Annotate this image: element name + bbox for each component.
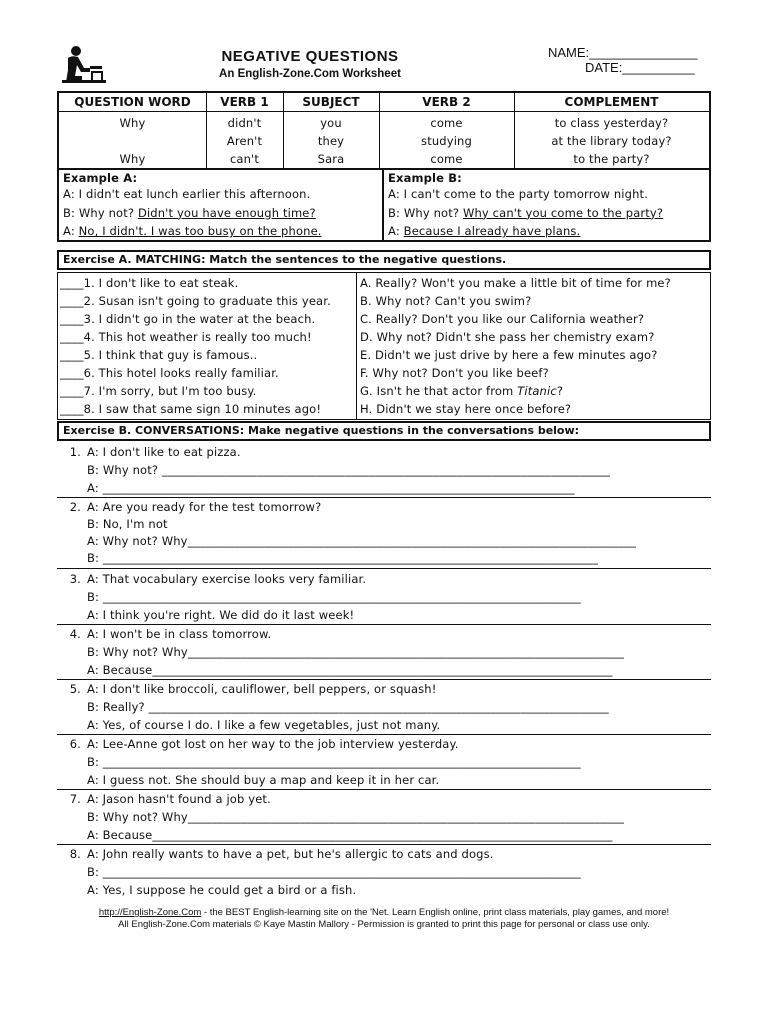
table-cell: Aren't [226, 134, 263, 148]
matching-question: G. Isn't he that actor from Titanic? [360, 384, 564, 398]
question-word-cells [59, 114, 206, 168]
matching-sentence[interactable]: ____7. I'm sorry, but I'm too busy. [60, 384, 257, 398]
table-cell: didn't [227, 116, 262, 130]
col-question-word: QUESTION WORD [74, 95, 191, 109]
site-link[interactable]: http://English-Zone.Com [98, 907, 202, 918]
table-cell: to class yesterday? [554, 116, 669, 130]
exercise-b-title: Exercise B. CONVERSATIONS: Make negative questions in the conversations below: [63, 424, 580, 437]
col-verb-2: VERB 2 [422, 95, 471, 109]
answer-line[interactable]: B: _________________________________________________________________________________ [87, 865, 581, 879]
table-cell: they [317, 134, 345, 148]
name-field[interactable] [548, 45, 698, 60]
col-subject: SUBJECT [302, 95, 360, 109]
conversation-item: 2. A: Are you ready for the test tomorrow? B: No, I'm not A: Why not? Why____________________________________________________________________________ B: ____________________________________________________________________________________ [57, 497, 711, 569]
verb-1-cells [206, 114, 283, 168]
verb-2-cells [379, 114, 514, 168]
movie-title: Titanic [517, 384, 557, 398]
matching-sentence[interactable]: ____6. This hotel looks really familiar. [60, 366, 279, 380]
matching-sentence[interactable]: ____4. This hot weather is really too much! [60, 330, 312, 344]
example-a-line-1: A: I didn't eat lunch earlier this afternoon. [63, 187, 311, 201]
answer-line[interactable]: B: Why not? Why__________________________________________________________________________ [87, 810, 625, 824]
table-cell: you [320, 116, 342, 130]
conversation-item: 4. A: I won't be in class tomorrow. B: Why not? Why__________________________________________________________________________ A: Because______________________________________________________________________________ [57, 624, 711, 680]
example-b [388, 171, 663, 241]
answer-line[interactable]: A: Because______________________________________________________________________________ [87, 828, 613, 842]
matching-sentences [60, 274, 331, 418]
matching-question: A. Really? Won't you make a little bit of time for me? [360, 276, 671, 290]
example-a-answer-1: Didn't you have enough time? [137, 205, 316, 220]
col-complement: COMPLEMENT [564, 95, 659, 109]
matching-sentence[interactable]: ____1. I don't like to eat steak. [60, 276, 239, 290]
example-b-line-2: B: Why not? Why can't you come to the party? [388, 205, 664, 220]
table-cell: come [430, 152, 463, 166]
example-b-title: Example B: [388, 171, 462, 185]
answer-line[interactable]: A: ________________________________________________________________________________ [87, 481, 575, 495]
conversation-item: 6. A: Lee-Anne got lost on her way to the job interview yesterday. B: _________________________________________________________________________________ A: I guess not. She should buy a map and keep it in her car. [57, 734, 711, 790]
conversation-item: 3. A: That vocabulary exercise looks very familiar. B: _________________________________________________________________________________ A: I think you're right. We did do it last week! [57, 569, 711, 625]
reader-logo-icon [60, 44, 108, 84]
table-cell: at the library today? [551, 134, 672, 148]
page-title: NEGATIVE QUESTIONS [221, 48, 399, 65]
table-cell [59, 132, 206, 150]
matching-question: B. Why not? Can't you swim? [360, 294, 532, 308]
example-b-answer-2: Because I already have plans. [403, 224, 581, 238]
matching-sentence[interactable]: ____5. I think that guy is famous.. [60, 348, 258, 362]
table-cell: to the party? [573, 152, 650, 166]
footer-line-1: http://English-Zone.Com - the BEST English-learning site on the 'Net. Learn English online, print class materials, play games, and more! [98, 907, 670, 918]
matching-question: D. Why not? Didn't she pass her chemistry exam? [360, 330, 655, 344]
matching-sentence[interactable]: ____8. I saw that same sign 10 minutes ago! [60, 402, 322, 416]
matching-sentence[interactable]: ____2. Susan isn't going to graduate this year. [60, 294, 331, 308]
conversation-item: 1. A: I don't like to eat pizza. B: Why not? ____________________________________________________________________________ A: ________________________________________________________________________________ [57, 442, 711, 498]
example-a [63, 171, 322, 241]
conversation-item: 8. A: John really wants to have a pet, but he's allergic to cats and dogs. B: _________________________________________________________________________________ A: Yes, I suppose he could get a bird or a fish. [69, 847, 581, 897]
answer-line[interactable]: B: Why not? Why__________________________________________________________________________ [87, 645, 625, 659]
footer-line-2: All English-Zone.Com materials © Kaye Mastin Mallory - Permission is granted to print this page for personal or class use only. [118, 919, 650, 930]
example-a-answer-2: No, I didn't. I was too busy on the phone. [78, 224, 322, 238]
answer-line[interactable]: B: _________________________________________________________________________________ [87, 755, 581, 769]
page-subtitle: An English-Zone.Com Worksheet [219, 68, 401, 80]
table-cell: can't [229, 152, 260, 166]
table-cell: Why [119, 152, 146, 166]
answer-line[interactable]: B: Really? ______________________________________________________________________________ [87, 700, 609, 714]
example-a-line-2: B: Why not? Didn't you have enough time? [63, 205, 316, 220]
exercise-a-title: Exercise A. MATCHING: Match the sentences to the negative questions. [63, 253, 507, 266]
table-cell: come [430, 116, 463, 130]
matching-question: H. Didn't we stay here once before? [360, 402, 572, 416]
table-cell: Why [119, 116, 146, 130]
answer-line[interactable]: A: Because______________________________________________________________________________ [87, 663, 613, 677]
date-label: DATE: [585, 60, 623, 75]
table-cell: studying [421, 134, 472, 148]
complement-cells [514, 114, 709, 168]
answer-line[interactable]: B: Why not? ____________________________________________________________________________ [87, 463, 611, 477]
grammar-table [57, 91, 711, 242]
date-blank[interactable]: __________ [622, 60, 695, 75]
col-verb-1: VERB 1 [220, 95, 269, 109]
matching-table [57, 272, 711, 420]
example-a-title: Example A: [63, 171, 138, 185]
name-label: NAME: [548, 45, 590, 60]
example-b-line-1: A: I can't come to the party tomorrow night. [388, 187, 649, 201]
matching-question: E. Didn't we just drive by here a few minutes ago? [360, 348, 658, 362]
matching-question: C. Really? Don't you like our California weather? [360, 312, 645, 326]
matching-sentence[interactable]: ____3. I didn't go in the water at the beach. [60, 312, 316, 326]
subject-cells [283, 114, 379, 168]
answer-line[interactable]: B: _________________________________________________________________________________ [87, 590, 581, 604]
date-field[interactable] [585, 60, 695, 75]
matching-question: F. Why not? Don't you like beef? [360, 366, 549, 380]
conversation-item: 7. A: Jason hasn't found a job yet. B: Why not? Why__________________________________________________________________________ A: Because______________________________________________________________________________ [57, 789, 711, 845]
conversation-item: 5. A: I don't like broccoli, cauliflower, bell peppers, or squash! B: Really? ______________________________________________________________________________ A: Yes, of course I do. I like a few vegetables, just not many. [57, 679, 711, 735]
answer-line[interactable]: B: ____________________________________________________________________________________ [87, 551, 599, 565]
example-a-line-3: A: No, I didn't. I was too busy on the phone. [63, 224, 322, 238]
table-cell: Sara [317, 152, 345, 166]
answer-line[interactable]: A: Why not? Why____________________________________________________________________________ [87, 534, 637, 548]
matching-questions [360, 274, 671, 418]
example-b-line-3: A: Because I already have plans. [388, 224, 581, 238]
example-b-answer-1: Why can't you come to the party? [462, 205, 664, 220]
name-blank[interactable]: _______________ [589, 45, 698, 60]
